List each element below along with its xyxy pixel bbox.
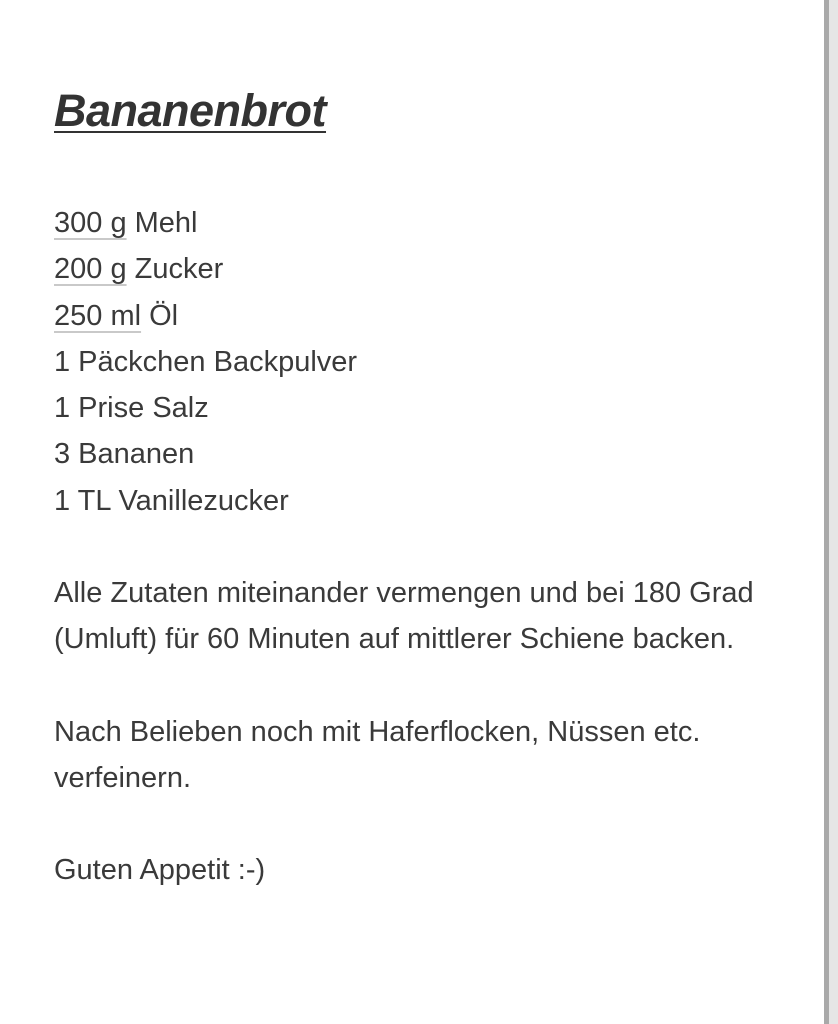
scrollbar[interactable] [824,0,838,1024]
ingredient-name: 1 Päckchen Backpulver [54,345,358,378]
ingredient-line[interactable] [54,478,804,524]
ingredient-name: 1 Prise Salz [54,392,209,425]
ingredient-line[interactable] [54,246,804,292]
scrollbar-thumb[interactable] [824,0,829,1024]
note-title[interactable]: Bananenbrot [54,85,327,136]
ingredient-list [54,200,804,524]
ingredient-name: Zucker [126,253,224,286]
closing-line[interactable]: Guten Appetit :-) [54,854,266,887]
note-body[interactable] [54,84,804,894]
instructions-paragraph[interactable]: Alle Zutaten miteinander vermengen und bei 180 Grad (Umluft) für 60 Minuten auf mittlerer Schiene backen. [54,577,754,656]
ingredient-quantity[interactable]: 200 g [54,253,127,286]
ingredient-line[interactable] [54,293,804,339]
ingredient-line[interactable] [54,385,804,431]
tip-paragraph[interactable]: Nach Belieben noch mit Haferflocken, Nüssen etc. verfeinern. [54,715,701,794]
ingredient-name: Mehl [126,207,198,239]
ingredient-line[interactable] [54,339,804,385]
ingredient-quantity[interactable]: 250 ml [54,299,142,332]
ingredient-name: Öl [141,299,179,332]
ingredient-quantity[interactable]: 300 g [54,207,127,239]
ingredient-line[interactable] [54,200,804,246]
ingredient-name: 1 TL Vanillezucker [54,484,289,517]
ingredient-name: 3 Bananen [54,438,195,471]
ingredient-line[interactable] [54,431,804,477]
